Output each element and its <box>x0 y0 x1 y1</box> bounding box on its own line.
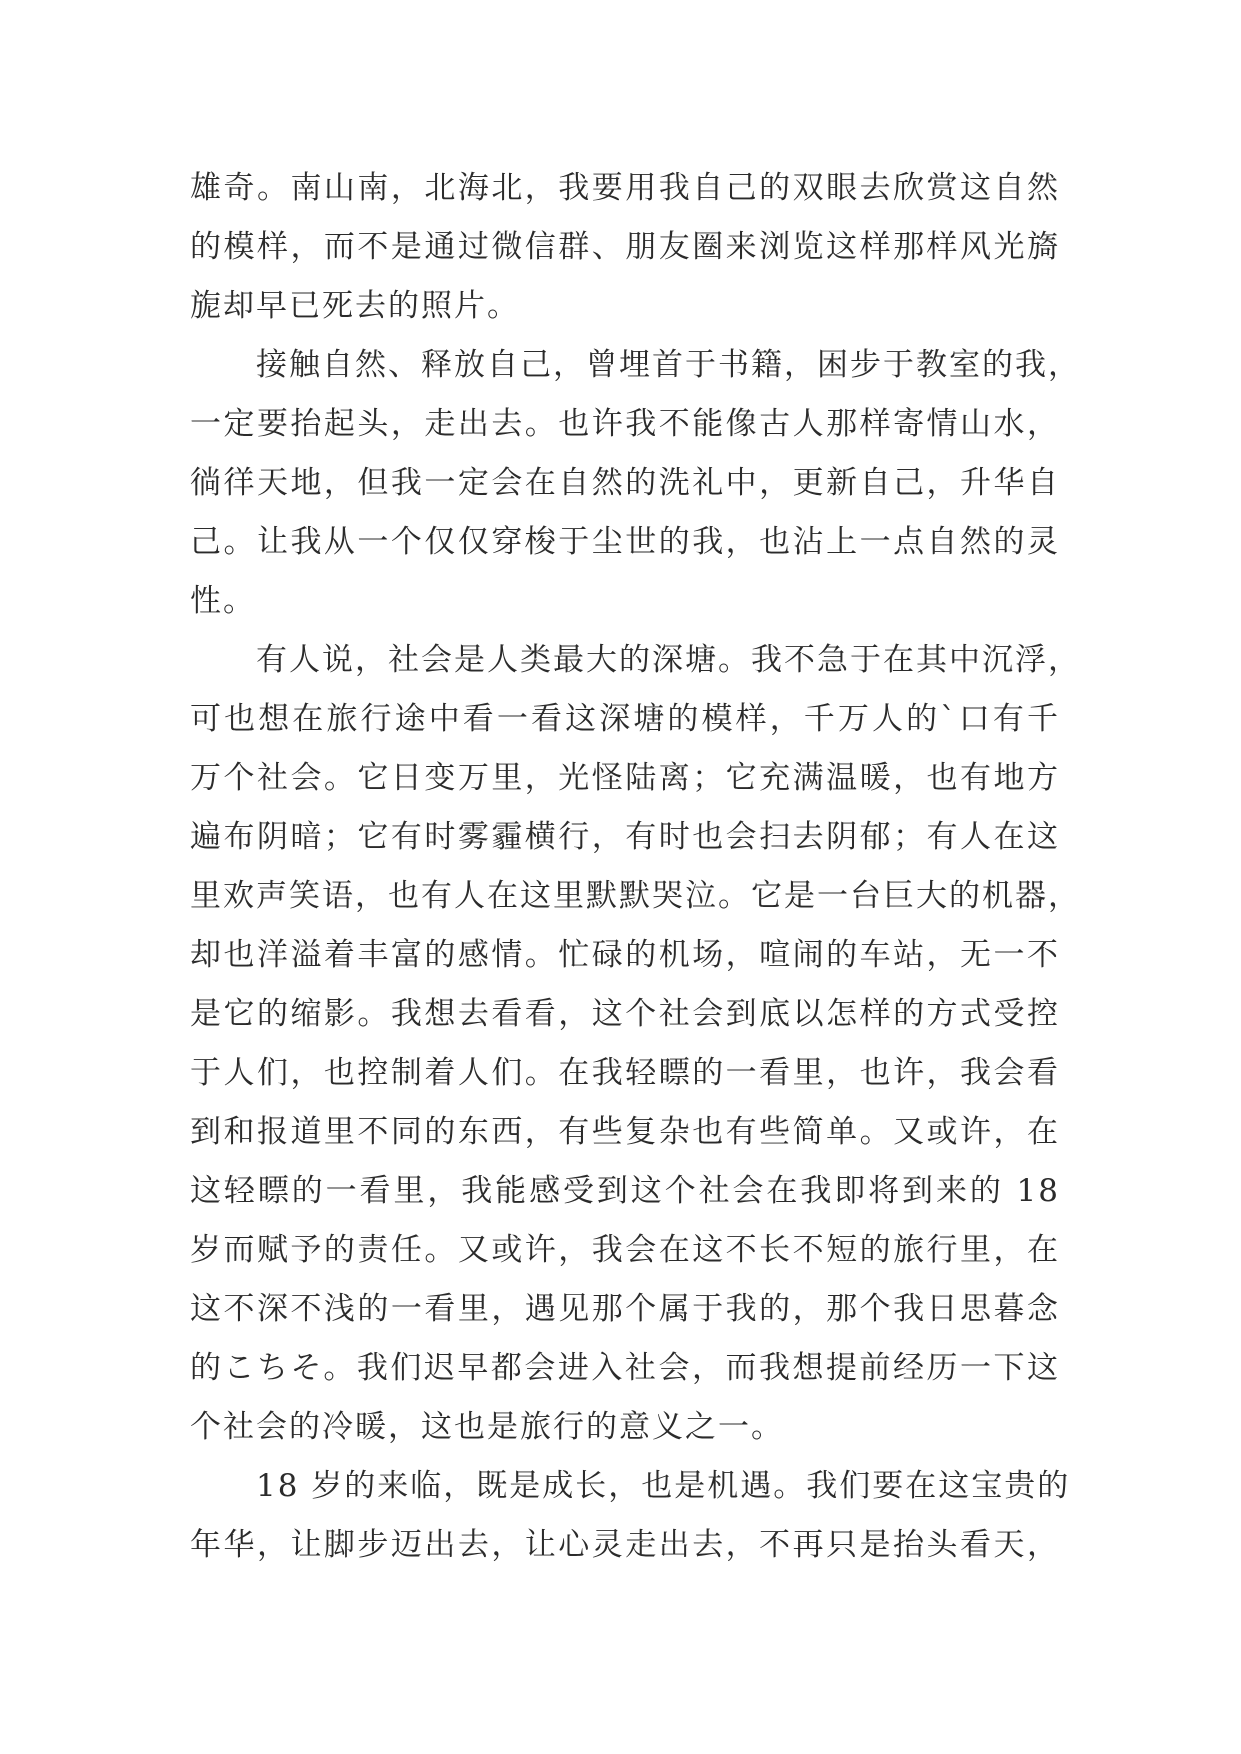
text-line: 却也洋溢着丰富的感情。忙碌的机场，喧闹的车站，无一不 <box>190 937 1060 973</box>
text-line: 可也想在旅行途中看一看这深塘的模样，千万人的`口有千 <box>190 701 1060 737</box>
text-line: 里欢声笑语，也有人在这里默默哭泣。它是一台巨大的机器， <box>190 878 1081 914</box>
text-line: 有人说，社会是人类最大的深塘。我不急于在其中沉浮， <box>256 642 1081 678</box>
text-line: 年华，让脚步迈出去，让心灵走出去，不再只是抬头看天， <box>190 1527 1060 1563</box>
text-line: 一定要抬起头，走出去。也许我不能像古人那样寄情山水， <box>190 406 1060 442</box>
text-line: 雄奇。南山南，北海北，我要用我自己的双眼去欣赏这自然 <box>190 170 1060 206</box>
text-line: 这轻瞟的一看里，我能感受到这个社会在我即将到来的 18 <box>190 1173 1060 1209</box>
text-line: 是它的缩影。我想去看看，这个社会到底以怎样的方式受控 <box>190 996 1060 1032</box>
text-line: 性。 <box>190 583 256 619</box>
text-line: 个社会的冷暖，这也是旅行的意义之一。 <box>190 1409 784 1445</box>
text-line: 己。让我从一个仅仅穿梭于尘世的我，也沾上一点自然的灵 <box>190 524 1060 560</box>
text-line: 万个社会。它日变万里，光怪陆离；它充满温暖，也有地方 <box>190 760 1060 796</box>
text-line: 旎却早已死去的照片。 <box>190 288 520 324</box>
text-line: 接触自然、释放自己，曾埋首于书籍，困步于教室的我， <box>256 347 1081 383</box>
text-line: 岁而赋予的责任。又或许，我会在这不长不短的旅行里，在 <box>190 1232 1060 1268</box>
text-line: 这不深不浅的一看里，遇见那个属于我的，那个我日思暮念 <box>190 1291 1060 1327</box>
text-line: 遍布阴暗；它有时雾霾横行，有时也会扫去阴郁；有人在这 <box>190 819 1060 855</box>
text-line: 的模样，而不是通过微信群、朋友圈来浏览这样那样风光旖 <box>190 229 1060 265</box>
text-line: 于人们，也控制着人们。在我轻瞟的一看里，也许，我会看 <box>190 1055 1060 1091</box>
text-line: 到和报道里不同的东西，有些复杂也有些简单。又或许，在 <box>190 1114 1060 1150</box>
text-line: 徜徉天地，但我一定会在自然的洗礼中，更新自己，升华自 <box>190 465 1060 501</box>
text-line: 的こちそ。我们迟早都会进入社会，而我想提前经历一下这 <box>190 1350 1060 1386</box>
text-line: 18 岁的来临，既是成长，也是机遇。我们要在这宝贵的 <box>256 1468 1071 1504</box>
body-text <box>190 159 1081 1575</box>
